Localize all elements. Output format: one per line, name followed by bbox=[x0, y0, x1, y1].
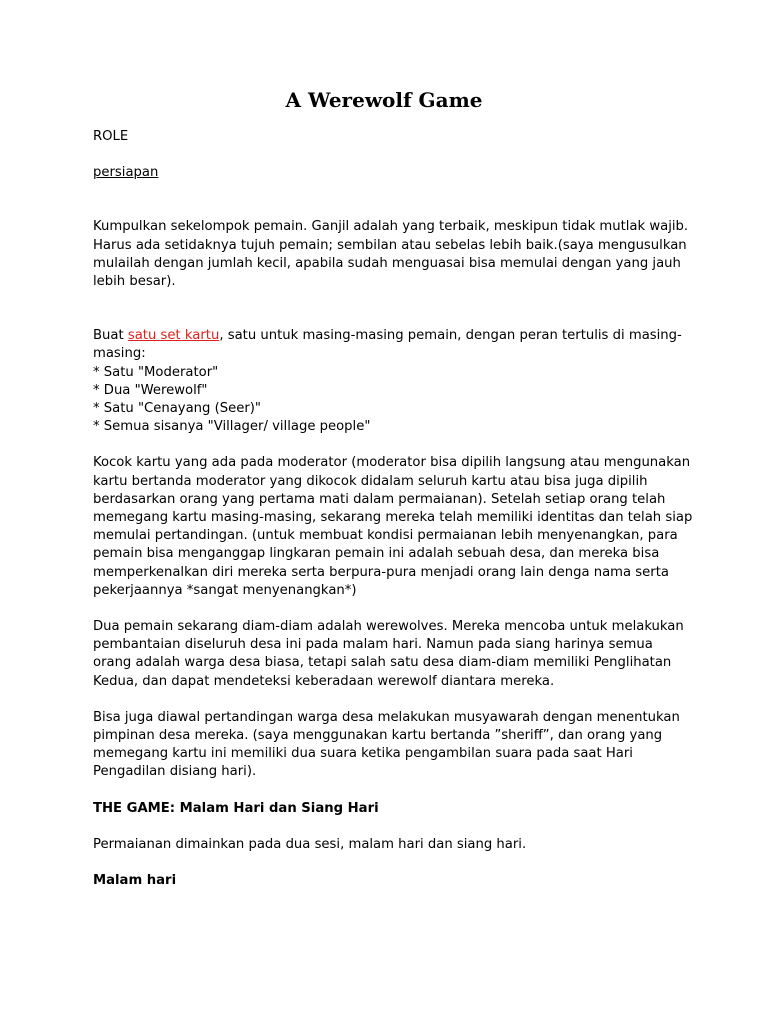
cards-intro-after: , satu untuk masing-masing pemain, dengan peran tertulis di masing-masing: bbox=[93, 328, 682, 362]
cards-intro-before: Buat bbox=[93, 328, 128, 344]
document-title: A Werewolf Game bbox=[285, 88, 483, 112]
paragraph-sessions: Permaianan dimainkan pada dua sesi, malam hari dan siang hari. bbox=[93, 836, 527, 852]
satu-set-kartu-link[interactable]: satu set kartu bbox=[127, 328, 220, 344]
paragraph-players: Kumpulkan sekelompok pemain. Ganjil adalah yang terbaik, meskipun tidak mutlak wajib. Harus ada setidaknya tujuh pemain; sembilan atau sebelas lebih baik.(saya mengusulkan mulailah dengan jumlah kecil, apabila sudah menguasai bisa memulai dengan yang jauh lebih besar). bbox=[93, 219, 689, 290]
list-item: * Semua sisanya "Villager/ village people" bbox=[93, 419, 371, 435]
persiapan-heading: persiapan bbox=[93, 165, 159, 181]
list-item: * Satu "Moderator" bbox=[93, 364, 219, 380]
paragraph-shuffle: Kocok kartu yang ada pada moderator (moderator bisa dipilih langsung atau mengunakan kartu bertanda moderator yang dikocok didalam seluruh kartu atau bisa juga dipilih berdasarkan orang yang pertama mati dalam permaianan). Setelah setiap orang telah memegang kartu masing-masing, sekarang mereka telah memiliki identitas dan telah siap memulai pertandingan. (untuk membuat kondisi permaianan lebih menyenangkan, para pemain bisa menganggap lingkaran pemain ini adalah sebuah desa, dan mereka bisa memperkenalkan diri mereka serta berpura-pura menjadi orang lain denga nama serta pekerjaannya *sangat menyenangkan*) bbox=[93, 455, 693, 598]
game-heading: THE GAME: Malam Hari dan Siang Hari bbox=[93, 800, 379, 816]
role-heading: ROLE bbox=[93, 129, 129, 144]
list-item: * Satu "Cenayang (Seer)" bbox=[93, 401, 261, 417]
document-body bbox=[93, 128, 693, 908]
night-heading: Malam hari bbox=[93, 873, 177, 889]
paragraph-sheriff: Bisa juga diawal pertandingan warga desa melakukan musyawarah dengan menentukan pimpinan desa mereka. (saya menggunakan kartu bertanda ”sheriff”, dan orang yang memegang kartu ini memiliki dua suara ketika pengambilan suara pada saat Hari Pengadilan disiang hari). bbox=[93, 709, 680, 780]
list-item: * Dua "Werewolf" bbox=[93, 382, 208, 398]
paragraph-cards bbox=[93, 327, 693, 436]
paragraph-werewolves: Dua pemain sekarang diam-diam adalah werewolves. Mereka mencoba untuk melakukan pembantaian diseluruh desa ini pada malam hari. Namun pada siang harinya semua orang adalah warga desa biasa, tetapi salah satu desa diam-diam memiliki Penglihatan Kedua, dan dapat mendeteksi keberadaan werewolf diantara mereka. bbox=[93, 619, 684, 689]
